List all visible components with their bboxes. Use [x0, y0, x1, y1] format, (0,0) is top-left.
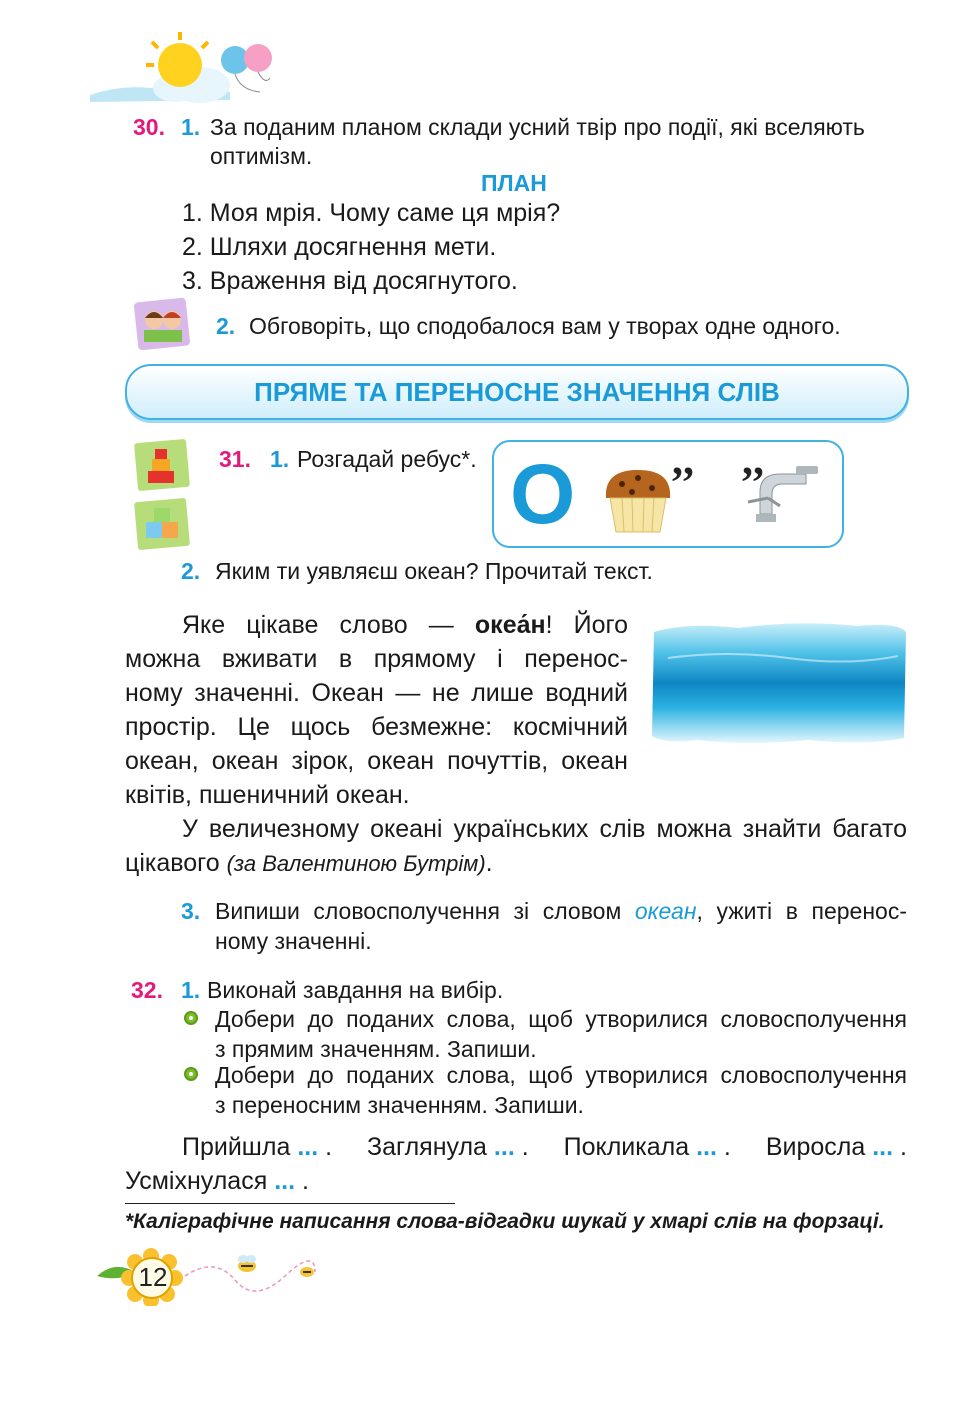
sun-cloud-balloons-decoration: [80, 30, 280, 110]
task-31-sub2-number: 2.: [181, 558, 201, 584]
plan-item-1: 1. Моя мрія. Чому саме ця мрія?: [182, 199, 561, 227]
word-4: Виросла: [765, 1133, 866, 1161]
ocean-line-2: можна вживати в прямому і перенос-: [125, 645, 628, 673]
task-30-sub2-text: Обговоріть, що сподобалося вам у творах одне одного.: [249, 313, 841, 339]
word-3: Покликала: [563, 1133, 690, 1161]
rebus-letter: О: [510, 447, 576, 541]
para2-line-1: У величезному океані українських слів можна знайти багато: [182, 815, 907, 843]
page-number: 12: [138, 1262, 168, 1292]
rebus-comma-2: ,,: [742, 435, 764, 484]
task-32-sub1-text: Виконай завдання на вибір.: [207, 977, 504, 1003]
ocean-keyword: океа́н: [474, 611, 546, 639]
page-number-decoration: [95, 1246, 325, 1306]
task-30-number: 30.: [133, 114, 165, 140]
task-31-sub3-text: Випиши словосполучення зі словом океан, ужиті в перенос- ному значенні.: [215, 898, 907, 954]
section-title-banner: [125, 364, 909, 420]
bullet-icon: [184, 1011, 198, 1025]
footnote-divider: [125, 1203, 455, 1204]
task-32-number: 32.: [131, 977, 163, 1003]
plan-item-2: 2. Шляхи досягнення мети.: [182, 233, 497, 261]
word-1: Прийшла: [182, 1133, 291, 1161]
option-1: Добери до поданих слова, щоб утворилися словосполучення з прямим значенням. Запиши.: [215, 1006, 907, 1062]
rebus-comma-1: ,,: [672, 435, 694, 484]
ocean-line-5: океан, океан зірок, океан почуттів, океан: [125, 747, 628, 775]
word-2: Заглянула: [367, 1133, 487, 1161]
ocean-paragraph: [125, 608, 628, 812]
task-31-sub1-text: Розгадай ребус*.: [297, 446, 477, 472]
toy-blocks-icon: [132, 437, 192, 493]
task-31-sub3-number: 3.: [181, 898, 201, 924]
para2-source: (за Валентиною Бутрім): [226, 851, 486, 876]
pair-discussion-icon: [132, 294, 192, 352]
option-2: Добери до поданих слова, щоб утворилися словосполучення з переносним значенням. Запиши.: [215, 1062, 907, 1118]
task-30-sub1-text-line1: За поданим планом склади усний твір про події, які вселяють: [210, 114, 865, 140]
word-5: Усміхнулася: [125, 1167, 268, 1195]
plan-list: [182, 196, 560, 298]
section-title: ПРЯМЕ ТА ПЕРЕНОСНЕ ЗНАЧЕННЯ СЛІВ: [254, 377, 780, 407]
plan-item-3: 3. Враження від досягнутого.: [182, 267, 518, 295]
footnote: *Каліграфічне написання слова-відгадки шукай у хмарі слів на форзаці.: [125, 1210, 885, 1233]
task-30-sub1-text-line2: оптимізм.: [210, 143, 313, 169]
plan-title: ПЛАН: [481, 170, 547, 196]
word-ocean-highlight: океан: [634, 898, 697, 924]
task-31-number: 31.: [219, 446, 251, 472]
ocean-line-1: Яке цікаве слово — океа́н! Його: [182, 611, 628, 639]
task-31-sub2-text: Яким ти уявляєш океан? Прочитай текст.: [215, 558, 653, 584]
alphabet-blocks-icon: [132, 496, 192, 552]
task-30-sub2-number: 2.: [216, 313, 236, 339]
task-31-sub1-number: 1.: [270, 446, 290, 472]
ocean-image: [648, 618, 910, 748]
ocean-line-4: простір. Це щось безмежне: космічний: [125, 713, 628, 741]
ocean-paragraph-2: [125, 812, 907, 881]
task-32-sub1-number: 1.: [181, 977, 201, 1003]
ocean-line-3: ному значенні. Океан — не лише водний: [125, 679, 628, 707]
ocean-line-6: квітів, пшеничний океан.: [125, 781, 410, 809]
task-30-sub1-number: 1.: [181, 114, 201, 140]
bullet-icon: [184, 1067, 198, 1081]
faucet-icon: [746, 462, 826, 526]
muffin-icon: [598, 464, 678, 536]
rebus-box: [492, 435, 844, 548]
word-list: Прийшла ... . Заглянула ... . Покликала ... . Виросла ... . Усміхнулася ... .: [125, 1133, 907, 1195]
para2-line-2: цікавого (за Валентиною Бутрім).: [125, 849, 493, 877]
